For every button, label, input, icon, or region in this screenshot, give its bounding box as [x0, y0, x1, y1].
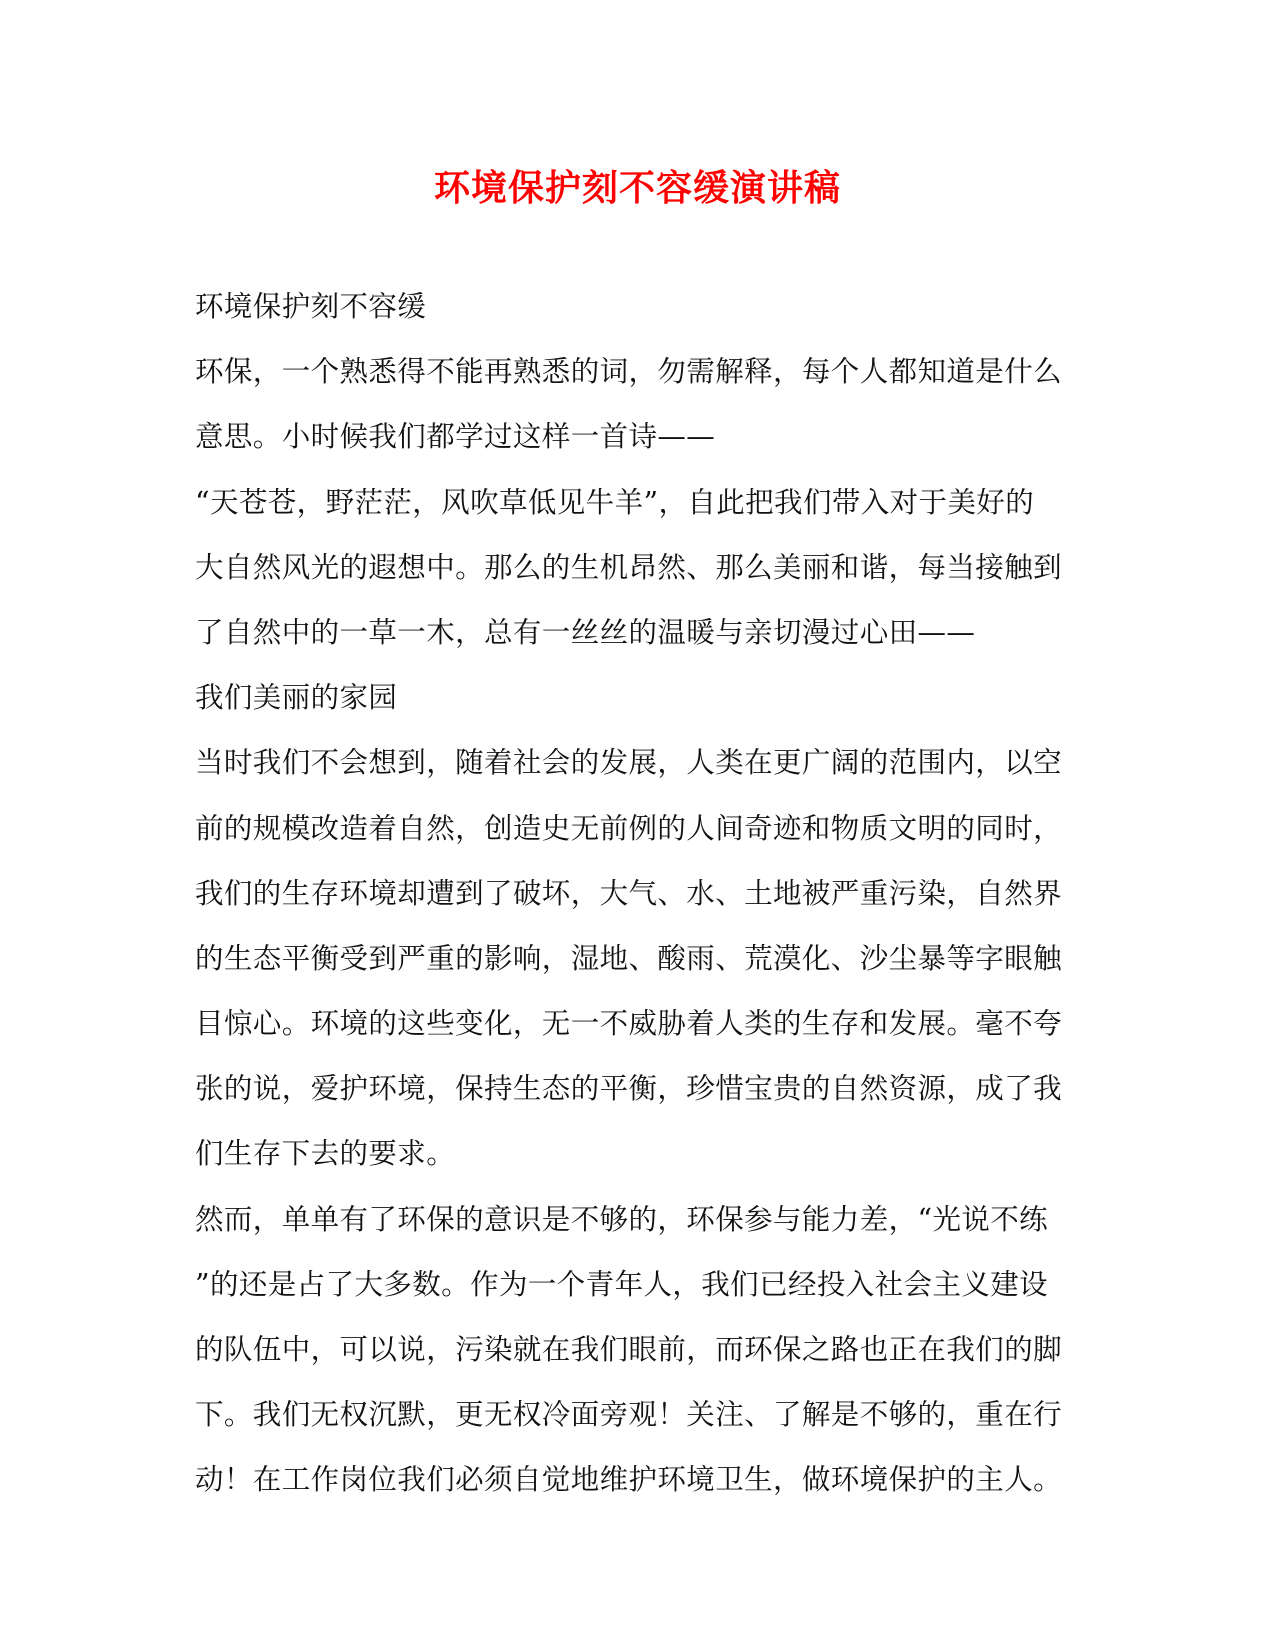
text-line-1: 环境保护刻不容缓: [195, 290, 427, 323]
text-line-2: 环保，一个熟悉得不能再熟悉的词，勿需解释，每个人都知道是什么: [195, 355, 1063, 389]
text-line-14: 们生存下去的要求。: [195, 1137, 456, 1171]
text-line-6: 了自然中的一草一木，总有一丝丝的温暖与亲切漫过心田——: [195, 615, 976, 649]
text-line-17: 的队伍中，可以说，污染就在我们眼前，而环保之路也正在我们的脚: [195, 1333, 1063, 1366]
document-title: 环境保护刻不容缓演讲稿: [433, 167, 841, 209]
text-line-19: 动！在工作岗位我们必须自觉地维护环境卫生，做环境保护的主人。: [195, 1463, 1063, 1497]
text-line-3: 意思。小时候我们都学过这样一首诗——: [195, 420, 716, 454]
text-line-9: 前的规模改造着自然，创造史无前例的人间奇迹和物质文明的同时，: [195, 811, 1063, 845]
text-line-8: 当时我们不会想到，随着社会的发展，人类在更广阔的范围内，以空: [195, 746, 1063, 780]
text-line-15: 然而，单单有了环保的意识是不够的，环保参与能力差，“光说不练: [195, 1202, 1049, 1236]
text-line-13: 张的说，爱护环境，保持生态的平衡，珍惜宝贵的自然资源，成了我: [195, 1072, 1063, 1106]
text-line-5: 大自然风光的遐想中。那么的生机昂然、那么美丽和谐，每当接触到: [195, 550, 1063, 584]
text-line-18: 下。我们无权沉默，更无权冷面旁观！关注、了解是不够的，重在行: [195, 1398, 1063, 1432]
text-line-12: 目惊心。环境的这些变化，无一不威胁着人类的生存和发展。毫不夸: [195, 1007, 1063, 1041]
text-line-4: “天苍苍，野茫茫，风吹草低见牛羊”，自此把我们带入对于美好的: [195, 485, 1035, 519]
text-line-10: 我们的生存环境却遭到了破坏，大气、水、土地被严重污染，自然界: [195, 876, 1063, 910]
text-line-7: 我们美丽的家园: [195, 681, 398, 715]
text-line-16: ”的还是占了大多数。作为一个青年人，我们已经投入社会主义建设: [195, 1267, 1049, 1301]
text-line-11: 的生态平衡受到严重的影响，湿地、酸雨、荒漠化、沙尘暴等字眼触: [195, 941, 1063, 975]
document-body: [195, 288, 1075, 1527]
